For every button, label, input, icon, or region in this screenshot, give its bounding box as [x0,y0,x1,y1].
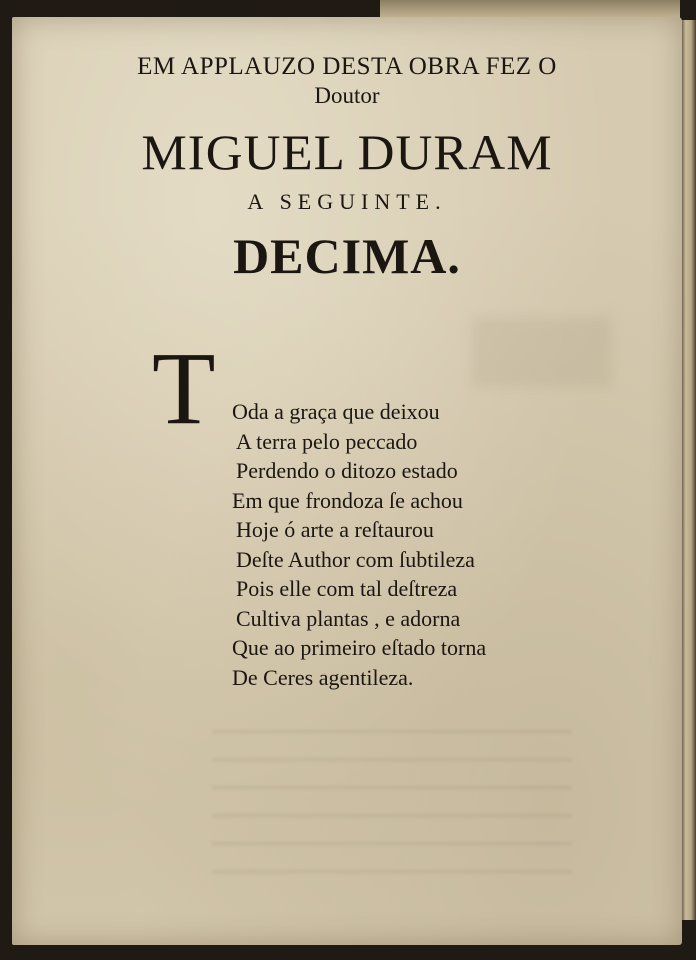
author-name: MIGUEL DURAM [141,124,553,180]
poem-verses [232,397,486,692]
poem-line: De Ceres agentileza. [232,664,414,690]
poem-title: DECIMA. [233,228,461,284]
poem-line: Perdendo o ditozo estado [236,458,458,483]
heading-title-line: Doutor [314,83,380,108]
poem-line: Que ao primeiro eſtado torna [232,635,487,660]
bleed-through-stain [472,317,612,387]
poem-line: Oda a graça que deixou [232,399,440,424]
subheading: A SEGUINTE. [247,189,447,214]
bleed-through-text-shadow [212,707,572,887]
poem-line: A terra pelo peccado [236,428,418,454]
poem-line: Pois elle com tal deſtreza [236,576,458,601]
poem-line: Hoje ó arte a reſtaurou [236,517,434,542]
heading-dedication-line: EM APPLAUZO DESTA OBRA FEZ O [137,53,557,80]
book-page [12,17,682,945]
poem-drop-cap: T [152,331,216,446]
poem-line: Em que frondoza ſe achou [232,487,463,513]
poem-line: Deſte Author com ſubtileza [236,546,475,572]
poem-line: Cultiva plantas , e adorna [236,605,461,631]
